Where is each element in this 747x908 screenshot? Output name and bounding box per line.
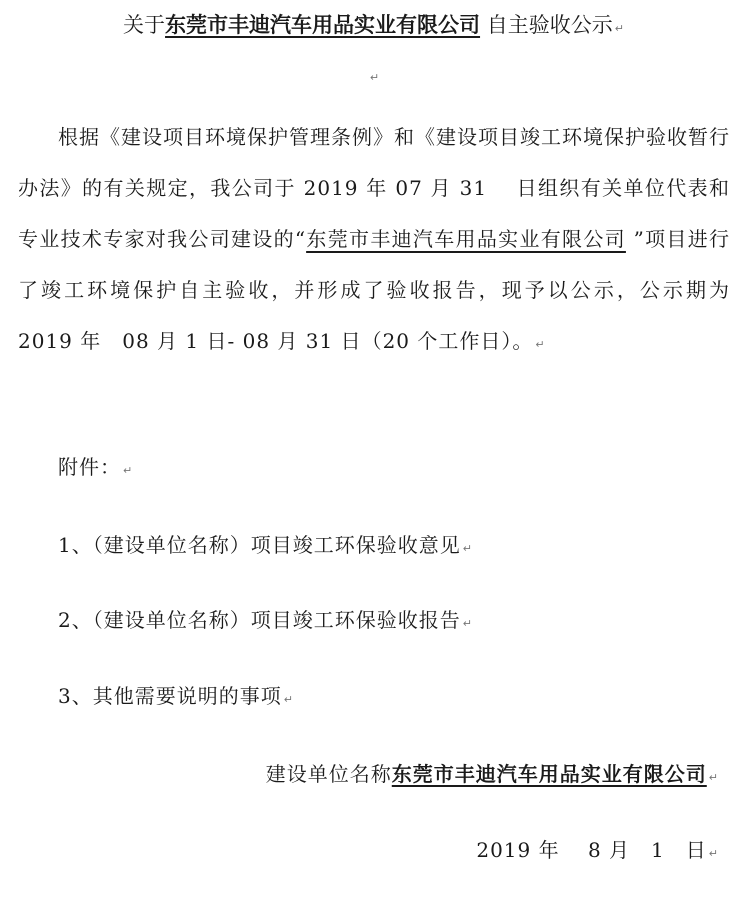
attachment-item-2 — [58, 605, 473, 639]
attachment-item-text: 3、其他需要说明的事项 — [58, 684, 282, 708]
signature-date — [476, 835, 719, 869]
paragraph-mark-icon: ↵ — [369, 71, 380, 84]
title-suffix: 自主验收公示 — [480, 13, 613, 37]
body-text-part2: ”项目进行了竣工环境保护自主验收，并形成了验收报告，现予以公示，公示期为 2019 年 08 月 1 日- 08 月 31 日（20 个工作日）。 — [18, 227, 730, 353]
signature-line — [266, 759, 719, 793]
title-company: 东莞市丰迪汽车用品实业有限公司 — [165, 12, 481, 37]
paragraph-mark-icon: ↵ — [123, 464, 134, 477]
attachment-item-text: 1、（建设单位名称）项目竣工环保验收意见 — [58, 533, 461, 557]
paragraph-mark-icon: ↵ — [462, 542, 473, 555]
paragraph-mark-icon: ↵ — [708, 771, 719, 784]
empty-paragraph — [0, 66, 747, 88]
paragraph-mark-icon: ↵ — [708, 847, 719, 860]
attachments-label-text: 附件： — [58, 455, 121, 479]
signature-label: 建设单位名称 — [265, 762, 392, 786]
paragraph-mark-icon: ↵ — [614, 22, 624, 35]
signature-company: 东莞市丰迪汽车用品实业有限公司 — [391, 762, 707, 786]
paragraph-mark-icon: ↵ — [283, 693, 294, 706]
paragraph-mark-icon: ↵ — [462, 617, 473, 630]
attachment-item-text: 2、（建设单位名称）项目竣工环保验收报告 — [58, 608, 461, 632]
document-title — [0, 10, 747, 44]
attachment-item-3 — [58, 681, 294, 715]
signature-date-text: 2019 年 8 月 1 日 — [476, 838, 707, 862]
body-text-part1: 根据《建设项目环境保护管理条例》和《建设项目竣工环境保护验收暂行办法》的有关规定，我公司于 2019 年 07 月 31 日组织有关单位代表和专业技术专家对我公司建设的“ — [18, 125, 730, 251]
paragraph-mark-icon: ↵ — [535, 338, 546, 351]
body-company: 东莞市丰迪汽车用品实业有限公司 — [306, 227, 626, 251]
body-paragraph — [18, 112, 730, 370]
attachment-item-1 — [58, 530, 473, 564]
title-prefix: 关于 — [123, 13, 166, 37]
attachments-label — [58, 452, 133, 486]
